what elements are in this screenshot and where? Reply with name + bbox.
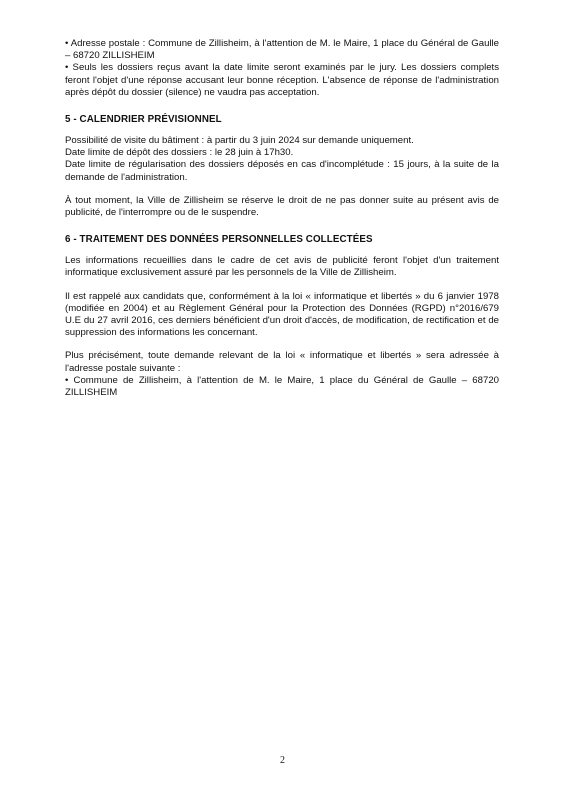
data-processing-paragraph: Les informations recueillies dans le cadre de cet avis de publicité feront l'objet d'un traitement informatique exclusivement assuré par les personnels de la Ville de Zillisheim. bbox=[65, 255, 499, 279]
reservation-clause: À tout moment, la Ville de Zillisheim se réserve le droit de ne pas donner suite au présent avis de publicité, de l'interrompre ou de le suspendre. bbox=[65, 194, 499, 219]
postal-address-bullet: • Adresse postale : Commune de Zillisheim, à l'attention de M. le Maire, 1 place du Général de Gaulle – 68720 ZILLISHEIM bbox=[65, 38, 499, 62]
page-content bbox=[65, 38, 499, 399]
section-6-heading: 6 - TRAITEMENT DES DONNÉES PERSONNELLES COLLECTÉES bbox=[65, 234, 373, 246]
visit-info: Possibilité de visite du bâtiment : à partir du 3 juin 2024 sur demande uniquement. bbox=[65, 135, 414, 147]
regularisation-deadline: Date limite de régularisation des dossiers déposés en cas d'incomplétude : 15 jours, à la suite de la demande de l'administration. bbox=[65, 159, 499, 183]
page-number: 2 bbox=[280, 755, 285, 766]
request-address-bullet: • Commune de Zillisheim, à l'attention de M. le Maire, 1 place du Général de Gaulle – 68720 ZILLISHEIM bbox=[65, 374, 499, 399]
submission-deadline: Date limite de dépôt des dossiers : le 28 juin à 17h30. bbox=[65, 147, 294, 159]
deadline-rules-bullet: • Seuls les dossiers reçus avant la date limite seront examinés par le jury. Les dossiers complets feront l'objet d'une réponse accusant leur bonne réception. L'absence de réponse de l'administration après dépôt du dossier (silence) ne vaudra pas acceptation. bbox=[65, 62, 499, 98]
rights-paragraph: Il est rappelé aux candidats que, conformément à la loi « informatique et libertés » du 6 janvier 1978 (modifiée en 2004) et au Règlement Général pour la Protection des Données (RGPD) n°2016/679 U.E du 27 avril 2016, ces derniers bénéficient d'un droit d'accès, de modification, de rectification et de suppression des informations les concernant. bbox=[65, 290, 499, 339]
request-paragraph: Plus précisément, toute demande relevant de la loi « informatique et libertés » sera adressée à l'adresse postale suivante : bbox=[65, 350, 499, 374]
section-5-heading: 5 - CALENDRIER PRÉVISIONNEL bbox=[65, 114, 222, 126]
